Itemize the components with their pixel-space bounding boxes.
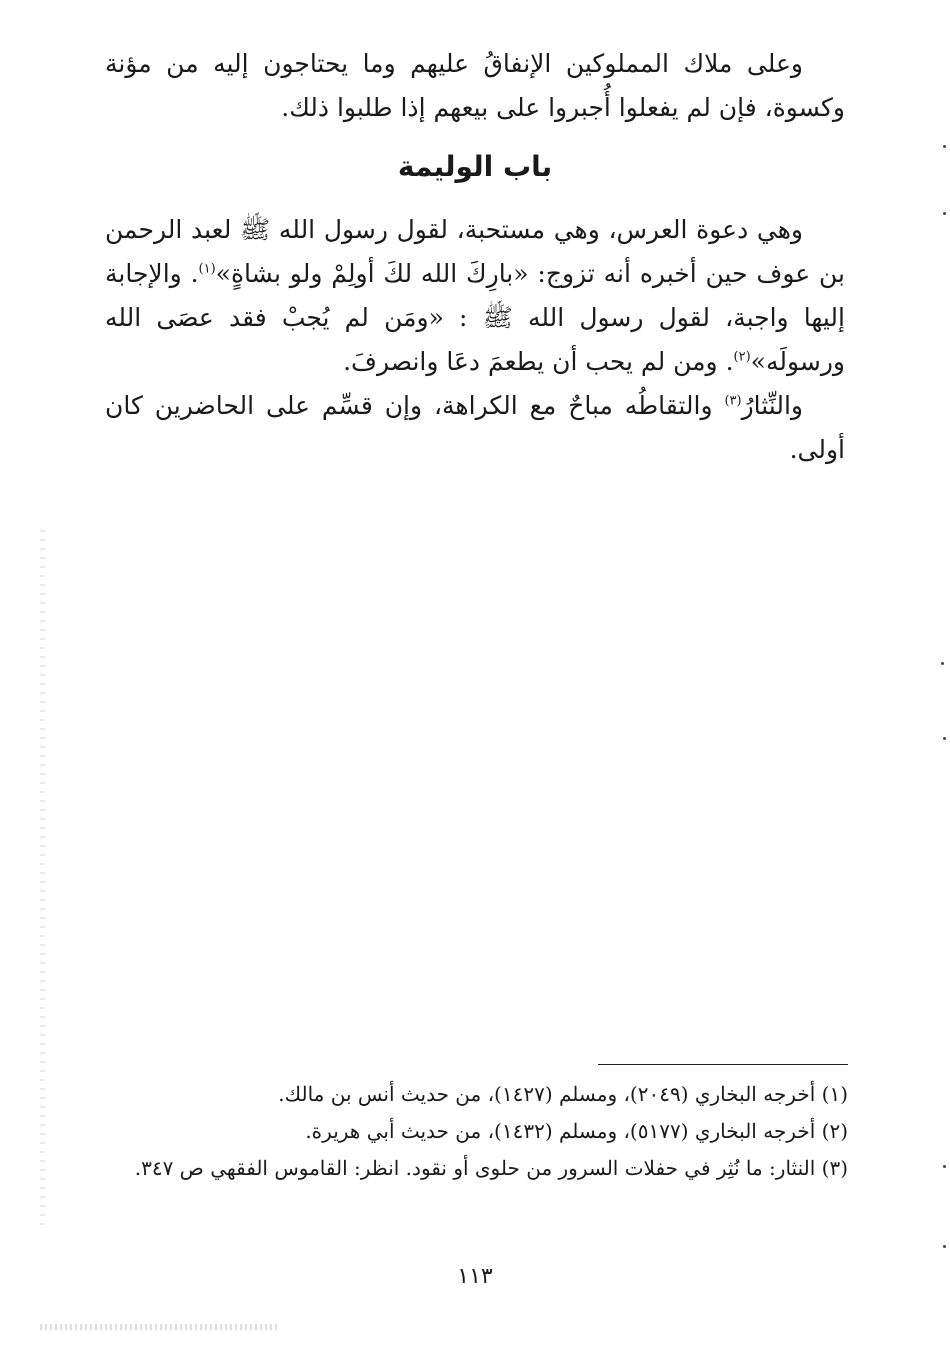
- scan-mark: [943, 145, 946, 148]
- paragraph-walima-text-1: وهي دعوة العرس، وهي مستحبة، لقول رسول الله ﷺ لعبد الرحمن بن عوف حين أخبره أنه تزوج: «بارِكَ الله لكَ أولِمْ ولو بشاةٍ»: [105, 215, 845, 288]
- intro-paragraph: [105, 42, 845, 130]
- footnote-ref-2: (٢): [733, 349, 751, 365]
- paragraph-walima: [105, 208, 845, 384]
- footnote-2: (٢) أخرجه البخاري (٥١٧٧)، ومسلم (١٤٣٢)، من حديث أبي هريرة.: [305, 1119, 848, 1143]
- paragraph-nithar: [105, 384, 845, 472]
- scan-mark: [943, 1245, 946, 1248]
- footnote-1: (١) أخرجه البخاري (٢٠٤٩)، ومسلم (١٤٢٧)، من حديث أنس بن مالك.: [278, 1082, 848, 1106]
- scan-mark: [941, 662, 944, 665]
- paragraph-walima-text-3: . ومن لم يحب أن يطعمَ دعَا وانصرفَ.: [343, 347, 734, 376]
- section-body: [105, 208, 845, 472]
- footnote-ref-1: (١): [198, 261, 216, 277]
- paragraph-nithar-text-2: والتقاطُه مباحٌ مع الكراهة، وإن قسِّم على الحاضرين كان أولى.: [105, 391, 845, 464]
- scan-noise: [40, 1324, 280, 1330]
- scan-noise: [40, 530, 45, 1230]
- footnote-3: (٣) النثار: ما نُثِر في حفلات السرور من حلوى أو نقود. انظر: القاموس الفقهي ص ٣٤٧.: [134, 1156, 848, 1180]
- scan-mark: [943, 1165, 946, 1168]
- scan-mark: [943, 737, 946, 740]
- page-number: ١١٣: [457, 1264, 493, 1289]
- scan-mark: [943, 212, 946, 215]
- intro-text: وعلى ملاك المملوكين الإنفاقُ عليهم وما يحتاجون إليه من مؤنة وكسوة، فإن لم يفعلوا أُجبروا على بيعهم إذا طلبوا ذلك.: [105, 49, 845, 122]
- paragraph-nithar-text-1: والنِّثارُ: [741, 391, 803, 420]
- paragraph-walima-text-2: . والإجابة إليها واجبة، لقول رسول الله ﷺ : «ومَن لم يُجبْ فقد عصَى الله ورسولَه»: [105, 259, 845, 376]
- section-heading: باب الوليمة: [397, 150, 553, 183]
- footnotes: [105, 1076, 848, 1187]
- footnote-ref-3: (٣): [724, 393, 742, 409]
- footnote-separator: [598, 1064, 848, 1065]
